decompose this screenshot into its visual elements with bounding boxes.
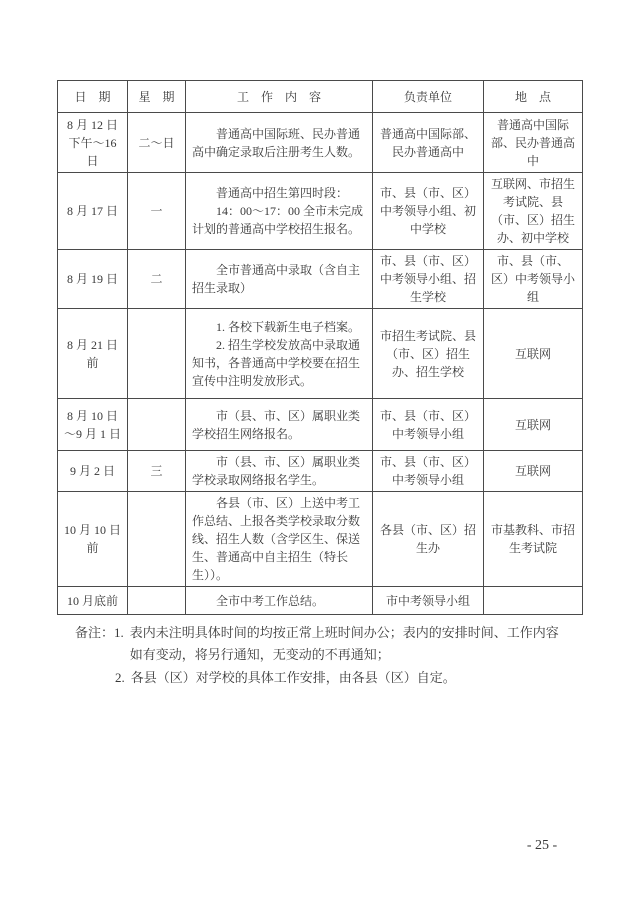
cell-work-content xyxy=(186,451,373,492)
work-content-paragraph: 全市中考工作总结。 xyxy=(216,593,325,608)
work-content-paragraph: 普通高中国际班、民办普通高中确定录取后注册考生人数。 xyxy=(192,126,361,159)
col-header-date: 日 期 xyxy=(58,81,128,113)
col-header-responsible-unit: 负责单位 xyxy=(373,81,484,113)
cell-responsible-unit: 市、县（市、区）中考领导小组 xyxy=(373,451,484,492)
cell-work-content xyxy=(186,113,373,173)
cell-responsible-unit: 市、县（市、区）中考领导小组、初中学校 xyxy=(373,173,484,250)
cell-date: 8 月 10 日～9 月 1 日 xyxy=(58,399,128,451)
cell-date: 9 月 2 日 xyxy=(58,451,128,492)
cell-responsible-unit: 市招生考试院、县（市、区）招生办、招生学校 xyxy=(373,309,484,399)
remark-item-2-text: 各县（区）对学校的具体工作安排，由各县（区）自定。 xyxy=(130,669,456,685)
work-content-paragraph: 14：00～17：00 全市未完成计划的普通高中学校招生报名。 xyxy=(192,204,364,236)
cell-location: 普通高中国际部、民办普通高中 xyxy=(484,113,583,173)
cell-weekday: 一 xyxy=(128,173,186,250)
cell-location: 市基教科、市招生考试院 xyxy=(484,492,583,587)
cell-responsible-unit: 市中考领导小组 xyxy=(373,587,484,615)
work-content-paragraph: 市（县、市、区）属职业类学校录取网络报名学生。 xyxy=(192,455,361,487)
cell-date: 8 月 12 日 下午～16 日 xyxy=(58,113,128,173)
table-row xyxy=(58,113,583,173)
table-row xyxy=(58,399,583,451)
page-number: - 25 - xyxy=(526,838,558,853)
work-content-paragraph: 普通高中招生第四时段： xyxy=(216,186,349,200)
table-row xyxy=(58,587,583,615)
cell-responsible-unit: 各县（市、区）招生办 xyxy=(373,492,484,587)
cell-work-content xyxy=(186,587,373,615)
cell-weekday: 三 xyxy=(128,451,186,492)
table-row xyxy=(58,309,583,399)
cell-work-content xyxy=(186,250,373,309)
cell-weekday xyxy=(128,492,186,587)
cell-work-content xyxy=(186,399,373,451)
cell-work-content xyxy=(186,173,373,250)
work-content-paragraph: 全市普通高中录取（含自主招生录取） xyxy=(192,263,361,295)
cell-date: 8 月 17 日 xyxy=(58,173,128,250)
cell-date: 10 月底前 xyxy=(58,587,128,615)
work-content-paragraph: 2. 招生学校发放高中录取通知书，各普通高中学校要在招生宣传中注明发放形式。 xyxy=(192,337,361,388)
table-row xyxy=(58,492,583,587)
cell-work-content xyxy=(186,309,373,399)
cell-location: 互联网 xyxy=(484,309,583,399)
remark-item-2-label: 2. xyxy=(115,669,125,685)
cell-weekday: 二 xyxy=(128,250,186,309)
cell-date: 8 月 21 日前 xyxy=(58,309,128,399)
cell-location: 市、县（市、区）中考领导小组 xyxy=(484,250,583,309)
cell-work-content xyxy=(186,492,373,587)
work-content-paragraph: 1. 各校下载新生电子档案。 xyxy=(216,319,361,334)
col-header-work-content: 工 作 内 容 xyxy=(186,81,373,113)
table-row xyxy=(58,451,583,492)
cell-responsible-unit: 市、县（市、区）中考领导小组 xyxy=(373,399,484,451)
cell-location xyxy=(484,587,583,615)
cell-responsible-unit: 市、县（市、区）中考领导小组、招生学校 xyxy=(373,250,484,309)
cell-weekday xyxy=(128,587,186,615)
schedule-table xyxy=(57,80,583,615)
cell-weekday: 二～日 xyxy=(128,113,186,173)
col-header-location: 地 点 xyxy=(484,81,583,113)
remarks-note xyxy=(75,622,569,689)
work-content-paragraph: 各县（市、区）上送中考工作总结、上报各类学校录取分数线、招生人数（含学区生、保送生、普通高中自主招生（特长生））。 xyxy=(192,496,361,582)
cell-date: 8 月 19 日 xyxy=(58,250,128,309)
cell-location: 互联网 xyxy=(484,399,583,451)
remark-item-1 xyxy=(75,622,569,667)
cell-weekday xyxy=(128,309,186,399)
table-row xyxy=(58,250,583,309)
table-header-row xyxy=(58,81,583,113)
cell-location: 互联网 xyxy=(484,451,583,492)
work-content-paragraph: 市（县、市、区）属职业类学校招生网络报名。 xyxy=(192,408,361,441)
table-row xyxy=(58,173,583,250)
col-header-weekday: 星 期 xyxy=(128,81,186,113)
remark-item-1-text: 表内未注明具体时间的均按正常上班时间办公；表内的安排时间、工作内容如有变动，将另行通知，无变动的不再通知； xyxy=(129,625,559,663)
cell-location: 互联网、市招生考试院、县（市、区）招生办、初中学校 xyxy=(484,173,583,250)
remark-item-1-label: 备注：1. xyxy=(75,625,124,640)
cell-weekday xyxy=(128,399,186,451)
cell-responsible-unit: 普通高中国际部、民办普通高中 xyxy=(373,113,484,173)
remark-item-2 xyxy=(115,667,569,689)
cell-date: 10 月 10 日前 xyxy=(58,492,128,587)
